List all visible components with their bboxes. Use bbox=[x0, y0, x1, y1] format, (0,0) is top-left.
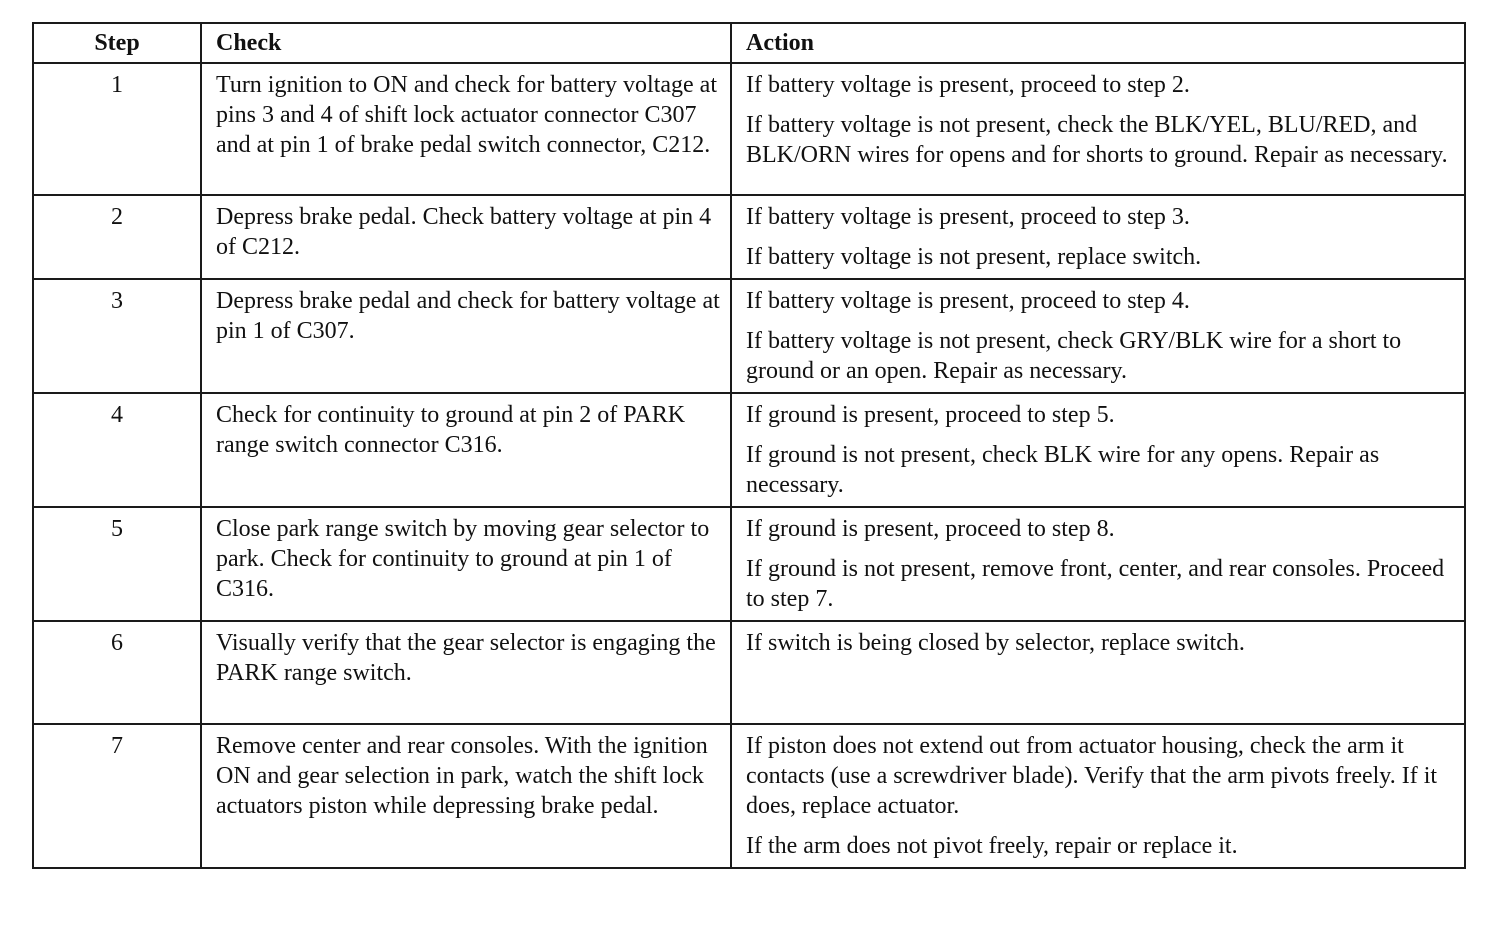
action-cell bbox=[731, 507, 1465, 621]
check-cell: Turn ignition to ON and check for battery voltage at pins 3 and 4 of shift lock actuator connector C307 and at pin 1 of brake pedal switch connector, C212. bbox=[201, 63, 731, 195]
table-row bbox=[33, 63, 1465, 195]
diagnostic-table-sheet bbox=[32, 22, 1464, 869]
action-cell bbox=[731, 63, 1465, 195]
table-row bbox=[33, 507, 1465, 621]
action-cell bbox=[731, 724, 1465, 868]
action-cell bbox=[731, 393, 1465, 507]
action-text: If battery voltage is not present, check the BLK/YEL, BLU/RED, and BLK/ORN wires for opens and for shorts to ground. Repair as necessary. bbox=[746, 112, 1448, 168]
step-number: 2 bbox=[33, 195, 201, 279]
table-row bbox=[33, 724, 1465, 868]
diagnostic-table bbox=[32, 22, 1466, 869]
action-text: If ground is not present, check BLK wire for any opens. Repair as necessary. bbox=[746, 442, 1380, 498]
header-action: Action bbox=[731, 23, 1465, 63]
action-text: If battery voltage is present, proceed to step 3. bbox=[746, 204, 1190, 230]
action-text: If ground is present, proceed to step 8. bbox=[746, 516, 1115, 542]
action-text: If ground is not present, remove front, center, and rear consoles. Proceed to step 7. bbox=[746, 556, 1445, 612]
step-number: 1 bbox=[33, 63, 201, 195]
step-number: 4 bbox=[33, 393, 201, 507]
action-cell bbox=[731, 279, 1465, 393]
action-text: If the arm does not pivot freely, repair or replace it. bbox=[746, 833, 1238, 859]
header-step: Step bbox=[33, 23, 201, 63]
step-number: 6 bbox=[33, 621, 201, 724]
check-cell: Check for continuity to ground at pin 2 of PARK range switch connector C316. bbox=[201, 393, 731, 507]
check-cell: Remove center and rear consoles. With the ignition ON and gear selection in park, watch the shift lock actuators piston while depressing brake pedal. bbox=[201, 724, 731, 868]
action-text: If battery voltage is not present, check GRY/BLK wire for a short to ground or an open. Repair as necessary. bbox=[746, 328, 1402, 384]
action-text: If battery voltage is not present, replace switch. bbox=[746, 244, 1202, 270]
table-row bbox=[33, 279, 1465, 393]
check-cell: Depress brake pedal. Check battery voltage at pin 4 of C212. bbox=[201, 195, 731, 279]
step-number: 3 bbox=[33, 279, 201, 393]
table-row bbox=[33, 393, 1465, 507]
action-text: If switch is being closed by selector, replace switch. bbox=[746, 630, 1245, 656]
table-row bbox=[33, 621, 1465, 724]
action-text: If ground is present, proceed to step 5. bbox=[746, 402, 1115, 428]
action-text: If battery voltage is present, proceed to step 4. bbox=[746, 288, 1190, 314]
action-cell bbox=[731, 195, 1465, 279]
check-cell: Visually verify that the gear selector is engaging the PARK range switch. bbox=[201, 621, 731, 724]
step-number: 5 bbox=[33, 507, 201, 621]
check-cell: Depress brake pedal and check for battery voltage at pin 1 of C307. bbox=[201, 279, 731, 393]
action-text: If battery voltage is present, proceed to step 2. bbox=[746, 72, 1190, 98]
action-cell bbox=[731, 621, 1465, 724]
table-header-row bbox=[33, 23, 1465, 63]
header-check: Check bbox=[201, 23, 731, 63]
check-cell: Close park range switch by moving gear selector to park. Check for continuity to ground at pin 1 of C316. bbox=[201, 507, 731, 621]
step-number: 7 bbox=[33, 724, 201, 868]
table-row bbox=[33, 195, 1465, 279]
action-text: If piston does not extend out from actuator housing, check the arm it contacts (use a screwdriver blade). Verify that the arm pivots freely. If it does, replace actuator. bbox=[746, 733, 1438, 819]
